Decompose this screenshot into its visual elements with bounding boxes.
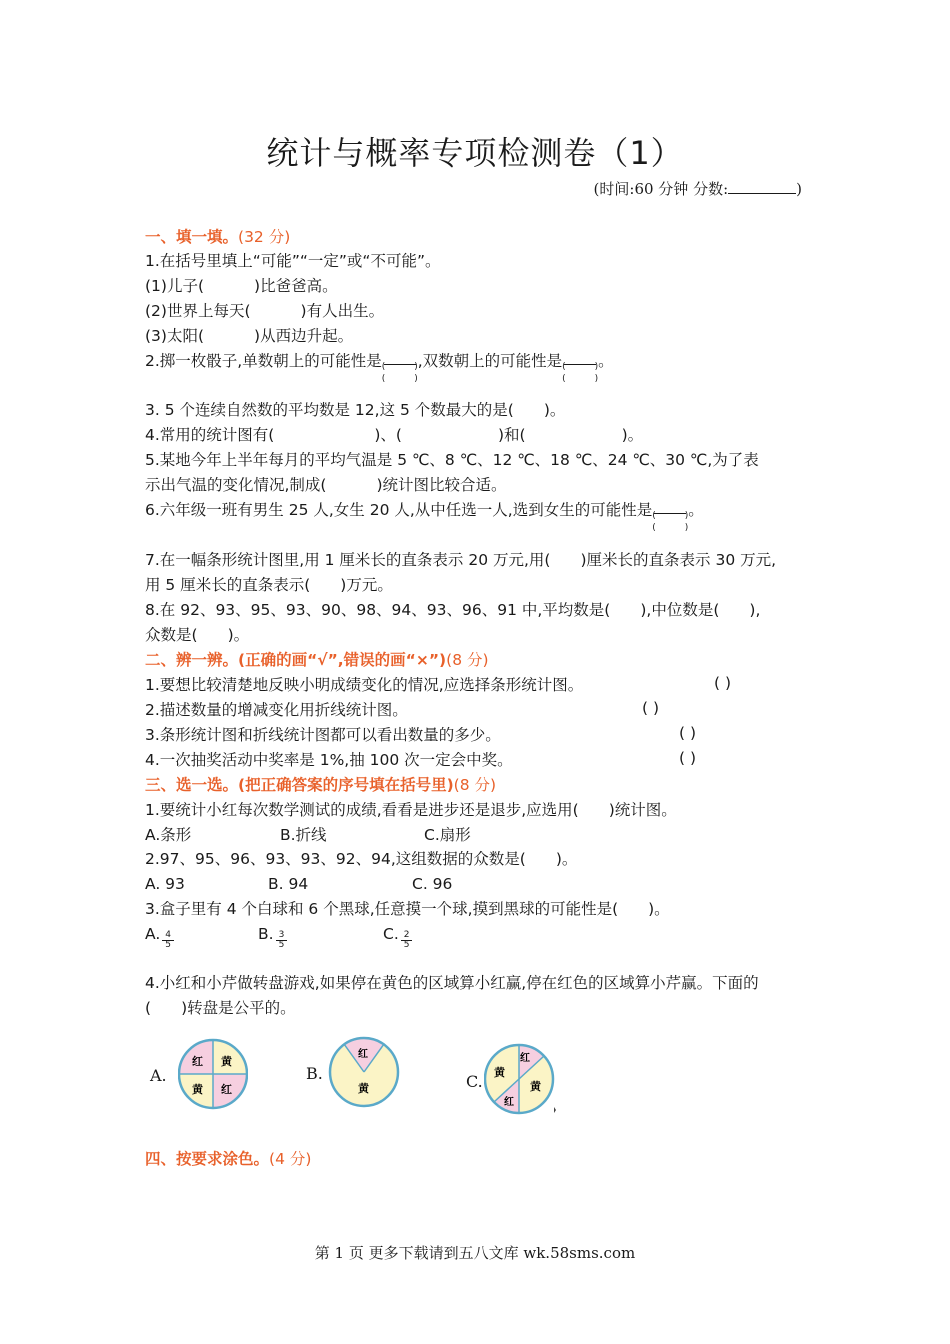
spinner-b-text: 黄 — [358, 1082, 369, 1095]
fraction: $\frac{2}{5}$ — [401, 931, 413, 950]
fill-q1c: (3)太阳( )从西边升起。 — [145, 327, 354, 345]
fill-q8-line1: 8.在 92、93、95、93、90、98、94、93、96、91 中,平均数是( ),中位数是( ), — [145, 601, 761, 619]
choose-q4-line2: ( )转盘是公平的。 — [145, 999, 296, 1017]
spinner-a-text: 黄 — [192, 1083, 203, 1096]
page-title: 统计与概率专项检测卷（1） — [266, 134, 684, 172]
section-4-title: 四、按要求涂色。 — [145, 1150, 270, 1168]
judge-answer-box[interactable]: ( ) — [679, 724, 697, 742]
section-1-points: (32 分) — [238, 228, 291, 246]
spinner-c-text: 红 — [520, 1053, 530, 1064]
fill-q5-line1: 5.某地今年上半年每月的平均气温是 5 ℃、8 ℃、12 ℃、18 ℃、24 ℃、30 ℃,为了表 — [145, 451, 759, 469]
score-blank[interactable] — [728, 179, 796, 194]
choose-q2-opt-c[interactable]: C. 96 — [412, 875, 453, 893]
spinner-a-text: 红 — [221, 1083, 232, 1096]
spinner-c-text: 黄 — [530, 1080, 541, 1093]
fill-q8-line2: 众数是( )。 — [145, 626, 250, 644]
section-1-title: 一、填一填。 — [145, 228, 239, 246]
spinner-a-text: 黄 — [221, 1055, 232, 1068]
fill-q3: 3. 5 个连续自然数的平均数是 12,这 5 个数最大的是( )。 — [145, 401, 566, 419]
fill-q5-line2: 示出气温的变化情况,制成( )统计图比较合适。 — [145, 476, 507, 494]
choose-q3-opt-a[interactable]: A. $\frac{4}{5}$ — [145, 923, 176, 945]
spinner-a[interactable] — [178, 1038, 248, 1110]
section-4-heading — [145, 1148, 311, 1170]
section-4-points: (4 分) — [269, 1150, 312, 1168]
fill-q7-line2: 用 5 厘米长的直条表示( )万元。 — [145, 576, 393, 594]
spinner-b[interactable] — [328, 1036, 400, 1108]
spinner-c[interactable] — [484, 1043, 558, 1115]
judge-q4: 4.一次抽奖活动中奖率是 1%,抽 100 次一定会中奖。 — [145, 751, 513, 769]
fill-q1a: (1)儿子( )比爸爸高。 — [145, 277, 338, 295]
time-label: (时间:60 分钟 分数: — [593, 180, 729, 198]
choose-q3: 3.盒子里有 4 个白球和 6 个黑球,任意摸一个球,摸到黑球的可能性是( )。 — [145, 900, 670, 918]
judge-answer-box[interactable]: ( ) — [714, 674, 732, 692]
spinner-c-text: 红 — [504, 1097, 514, 1108]
judge-q1: 1.要想比较清楚地反映小明成绩变化的情况,应选择条形统计图。 — [145, 676, 584, 694]
spinner-b-label[interactable]: B. — [306, 1064, 323, 1083]
choose-q1-opt-a[interactable]: A.条形 — [145, 826, 192, 844]
fraction: $\frac{4}{5}$ — [162, 931, 174, 950]
choose-q1: 1.要统计小红每次数学测试的成绩,看看是进步还是退步,应选用( )统计图。 — [145, 801, 677, 819]
section-1-heading — [145, 226, 290, 248]
spinner-c-label[interactable]: C. — [466, 1072, 483, 1091]
spinner-a-label[interactable]: A. — [150, 1066, 167, 1085]
choose-q1-opt-b[interactable]: B.折线 — [280, 826, 327, 844]
time-end: ) — [796, 180, 802, 198]
spinner-a-text: 红 — [192, 1055, 203, 1068]
section-2-points: (8 分) — [446, 651, 489, 669]
section-2-title: 二、辨一辨。(正确的画“√”,错误的画“×”) — [145, 651, 447, 669]
section-3-points: (8 分) — [453, 776, 497, 794]
section-3-heading — [145, 774, 496, 796]
section-2-heading — [145, 649, 489, 671]
fill-q1b: (2)世界上每天( )有人出生。 — [145, 302, 385, 320]
fraction: $\frac{3}{5}$ — [276, 931, 288, 950]
section-3-title: 三、选一选。(把正确答案的序号填在括号里) — [145, 776, 454, 794]
judge-answer-box[interactable]: ( ) — [642, 699, 660, 717]
judge-answer-box[interactable]: ( ) — [679, 749, 697, 767]
choose-q1-opt-c[interactable]: C.扇形 — [424, 826, 471, 844]
fill-q2: 2.掷一枚骰子,单数朝上的可能性是 ( ) ( ) ,双数朝上的可能性是 ( ) ( ) 。 — [145, 352, 614, 384]
fill-q1: 1.在括号里填上“可能”“一定”或“不可能”。 — [145, 252, 441, 270]
time-score-line — [594, 178, 802, 199]
choose-q2-opt-a[interactable]: A. 93 — [145, 875, 185, 893]
choose-q2-opt-b[interactable]: B. 94 — [268, 875, 309, 893]
fraction-blank[interactable]: ( ) ( ) — [381, 361, 418, 384]
page-footer: 第 1 页 更多下载请到五八文库 wk.58sms.com — [314, 1244, 636, 1262]
judge-q2: 2.描述数量的增减变化用折线统计图。 — [145, 701, 408, 719]
fill-q4: 4.常用的统计图有( )、( )和( )。 — [145, 426, 644, 444]
fill-q6: 6.六年级一班有男生 25 人,女生 20 人,从中任选一人,选到女生的可能性是 ( ) ( ) 。 — [145, 501, 704, 533]
fraction-blank[interactable]: ( ) ( ) — [652, 510, 689, 533]
choose-q4-line1: 4.小红和小芹做转盘游戏,如果停在黄色的区域算小红赢,停在红色的区域算小芹赢。下面的 — [145, 974, 759, 992]
fraction-blank[interactable]: ( ) ( ) — [562, 361, 599, 384]
choose-q3-opt-c[interactable]: C. $\frac{2}{5}$ — [383, 923, 414, 945]
choose-q2: 2.97、95、96、93、93、92、94,这组数据的众数是( )。 — [145, 850, 578, 868]
choose-q3-opt-b[interactable]: B. $\frac{3}{5}$ — [258, 923, 289, 945]
judge-q3: 3.条形统计图和折线统计图都可以看出数量的多少。 — [145, 726, 501, 744]
spinner-c-text: 黄 — [494, 1066, 505, 1079]
fill-q7-line1: 7.在一幅条形统计图里,用 1 厘米长的直条表示 20 万元,用( )厘米长的直条表示 30 万元, — [145, 551, 777, 569]
spinner-b-text: 红 — [358, 1049, 368, 1060]
